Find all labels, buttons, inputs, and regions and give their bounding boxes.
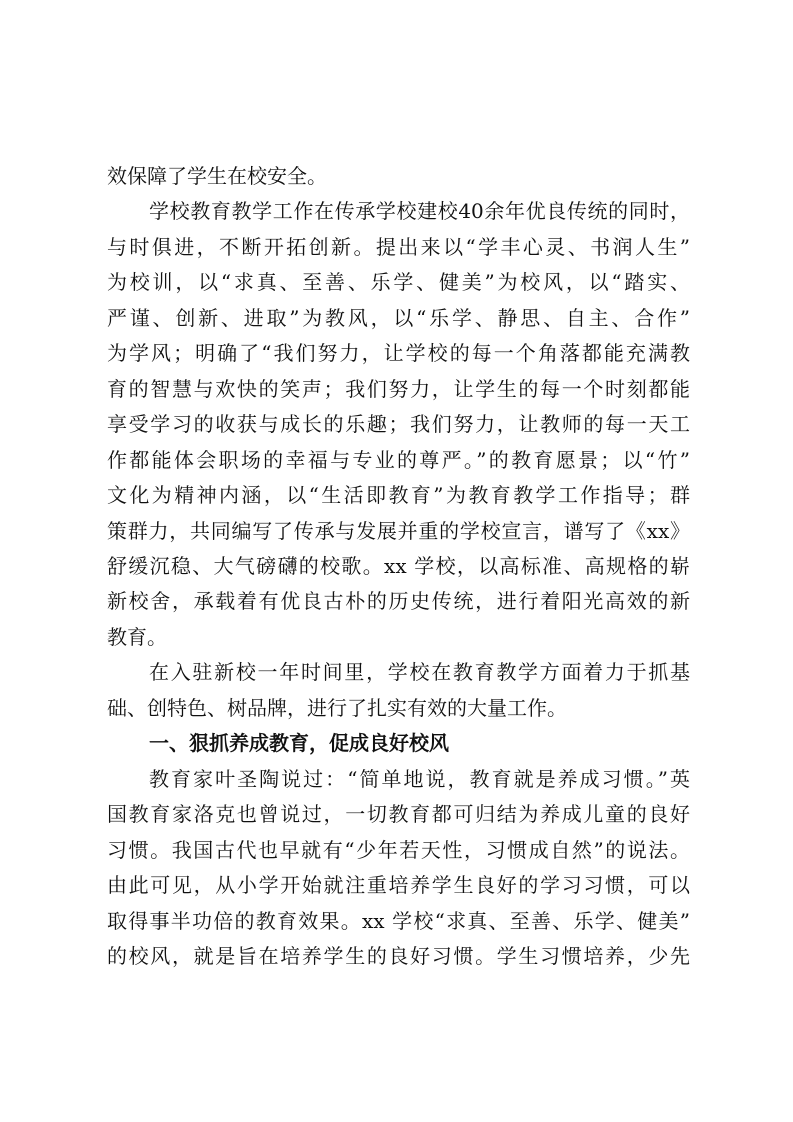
text-line: 新校舍，承载着有优良古朴的历史传统，进行着阳光高效的新 (107, 589, 690, 614)
text-line: 为学风；明确了“我们努力，让学校的每一个角落都能充满教 (107, 341, 690, 366)
text-line: 舒缓沉稳、大气磅礴的校歌。xx 学校，以高标准、高规格的崭 (107, 554, 690, 578)
text-line: 享受学习的收获与成长的乐趣；我们努力，让教师的每一天工 (107, 412, 690, 437)
text-line: 教育。 (107, 624, 167, 649)
text-line: 在入驻新校一年时间里，学校在教育教学方面着力于抓基 (149, 660, 690, 685)
text-line: 由此可见，从小学开始就注重培养学生良好的学习习惯，可以 (107, 873, 690, 897)
text-line: 效保障了学生在校安全。 (107, 164, 327, 188)
text-line: 文化为精神内涵，以“生活即教育”为教育教学工作指导；群 (107, 483, 690, 508)
text-line: 策群力，共同编写了传承与发展并重的学校宣言，谱写了《xx》 (107, 518, 690, 543)
text-line: 的校风，就是旨在培养学生的良好习惯。学生习惯培养，少先 (107, 943, 690, 968)
text-line: 础、创特色、树品牌，进行了扎实有效的大量工作。 (107, 695, 567, 720)
text-line: 为校训，以“求真、至善、乐学、健美”为校风，以“踏实、 (107, 270, 690, 295)
text-line: 严谨、创新、进取”为教风，以“乐学、静思、自主、合作” (107, 305, 690, 330)
text-line: 取得事半功倍的教育效果。xx 学校“求真、至善、乐学、健美” (107, 908, 690, 933)
text-line: 国教育家洛克也曾说过，一切教育都可归结为养成儿童的良好 (107, 802, 690, 827)
text-line: 教育家叶圣陶说过：“简单地说，教育就是养成习惯。”英 (149, 766, 690, 791)
text-line: 学校教育教学工作在传承学校建校40余年优良传统的同时， (149, 199, 690, 224)
text-line: 育的智慧与欢快的笑声；我们努力，让学生的每一个时刻都能 (107, 376, 690, 401)
text-line: 与时俱进，不断开拓创新。提出来以“学丰心灵、书润人生” (107, 234, 690, 259)
heading-text: 一、狠抓养成教育，促成良好校风 (149, 731, 449, 756)
text-line: 作都能体会职场的幸福与专业的尊严。”的教育愿景；以“竹” (107, 447, 690, 472)
text-line: 习惯。我国古代也早就有“少年若天性，习惯成自然”的说法。 (107, 837, 690, 862)
